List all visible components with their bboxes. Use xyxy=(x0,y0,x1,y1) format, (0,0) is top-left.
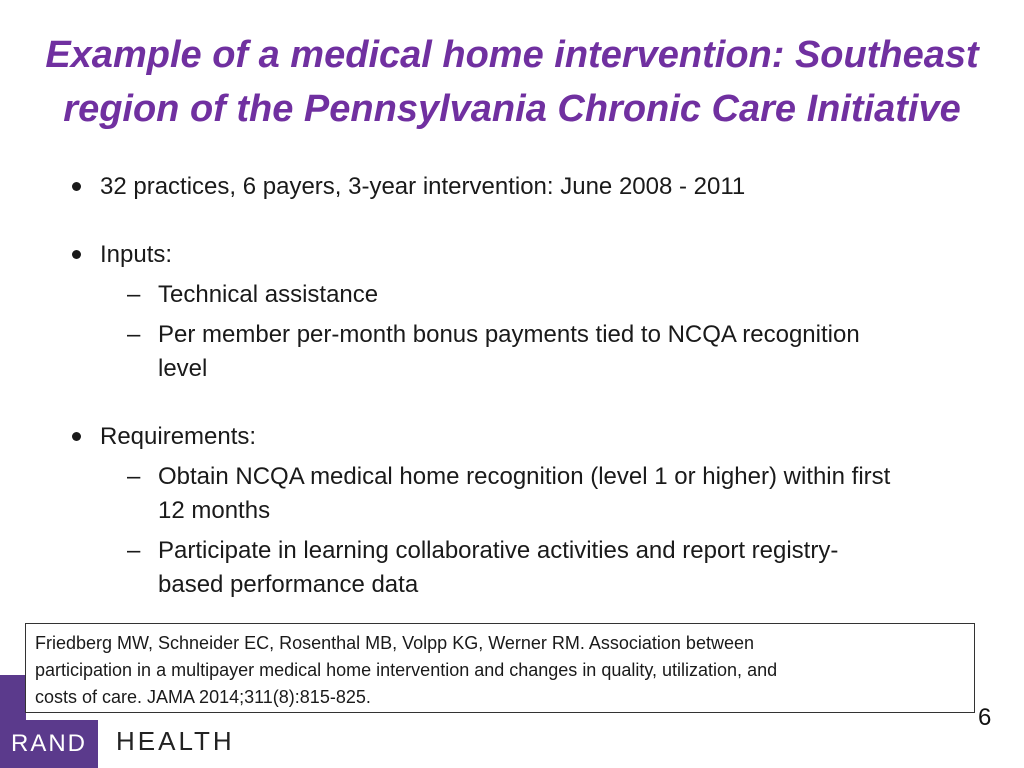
rand-logo: RAND xyxy=(0,720,98,768)
bullet-list xyxy=(70,170,980,602)
sub-bullet-bonus-payments: – Per member per-month bonus payments tied to NCQA recognition level xyxy=(70,318,980,386)
citation-line-1: Friedberg MW, Schneider EC, Rosenthal MB, Volpp KG, Werner RM. Association between xyxy=(35,633,754,653)
health-logo-text: HEALTH xyxy=(116,726,235,756)
bullet-practices: 32 practices, 6 payers, 3-year intervention: June 2008 - 2011 xyxy=(70,170,980,204)
sub-bullet-learning-collaborative: – Participate in learning collaborative activities and report registry- based performance data xyxy=(70,534,980,602)
bullet-inputs: Inputs: xyxy=(70,238,980,272)
title-line-2: region of the Pennsylvania Chronic Care Initiative xyxy=(63,88,961,130)
citation-box xyxy=(25,623,975,713)
logo-accent-bar xyxy=(0,675,26,721)
citation-line-3: costs of care. JAMA 2014;311(8):815-825. xyxy=(35,687,371,707)
slide-title xyxy=(0,28,1024,136)
bullet-requirements: Requirements: xyxy=(70,420,980,454)
title-line-1: Example of a medical home intervention: Southeast xyxy=(45,34,979,76)
citation-line-2: participation in a multipayer medical home intervention and changes in quality, utilization, and xyxy=(35,660,778,680)
sub-bullet-ncqa-recognition: – Obtain NCQA medical home recognition (level 1 or higher) within first 12 months xyxy=(70,460,980,528)
page-number: 6 xyxy=(978,704,992,731)
sub-bullet-technical-assistance: – Technical assistance xyxy=(70,278,980,312)
